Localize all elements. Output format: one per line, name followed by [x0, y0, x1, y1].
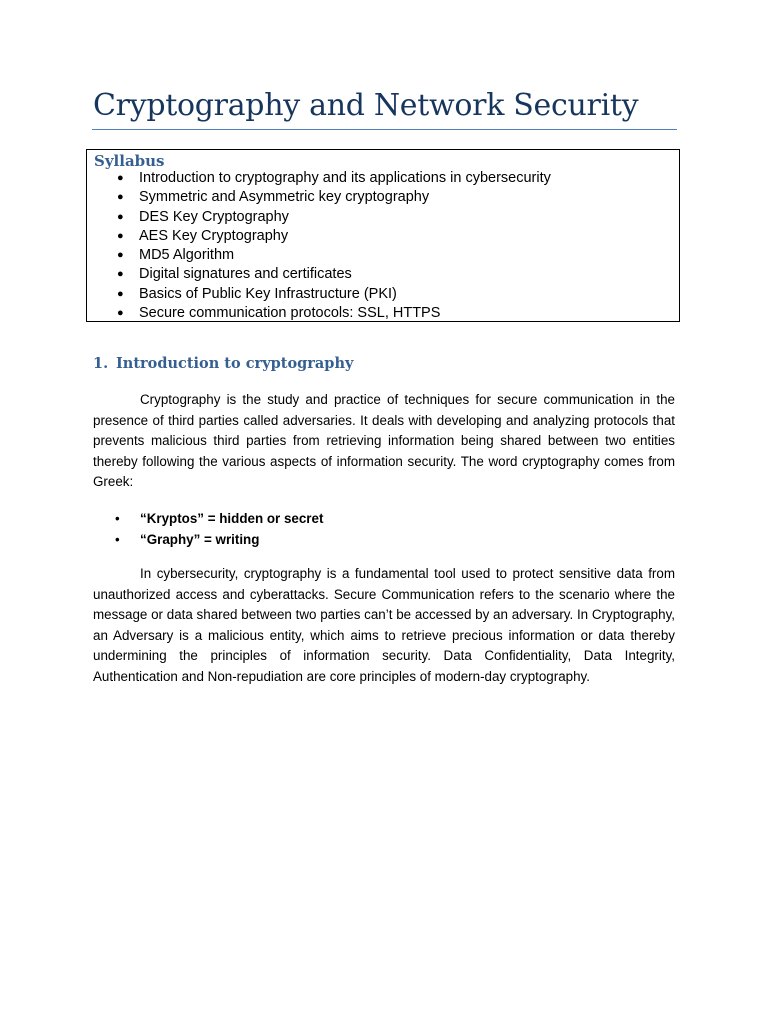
syllabus-item-text: Symmetric and Asymmetric key cryptography	[139, 189, 430, 206]
syllabus-item	[87, 227, 551, 246]
bullet-icon: ●	[117, 268, 124, 281]
bullet-icon: ●	[117, 307, 124, 320]
syllabus-box	[86, 149, 680, 322]
greek-term: “Graphy” = writing	[140, 532, 260, 547]
greek-term: “Kryptos” = hidden or secret	[140, 511, 324, 526]
syllabus-item-text: AES Key Cryptography	[139, 227, 289, 244]
syllabus-item	[87, 208, 551, 227]
syllabus-item	[87, 246, 551, 265]
bullet-icon: ●	[117, 287, 124, 300]
list-item	[93, 529, 323, 550]
syllabus-list	[87, 169, 551, 323]
section-title: Introduction to cryptography	[116, 355, 354, 372]
title-underline	[92, 129, 677, 130]
syllabus-item	[87, 188, 551, 207]
bullet-icon: ●	[117, 191, 124, 204]
syllabus-item-text: Basics of Public Key Infrastructure (PKI)	[139, 285, 397, 302]
syllabus-item	[87, 265, 551, 284]
section-heading	[93, 353, 353, 375]
bullet-icon: •	[115, 511, 120, 526]
section-number: 1.	[93, 355, 109, 372]
syllabus-item	[87, 304, 551, 323]
syllabus-item-text: Introduction to cryptography and its applications in cybersecurity	[139, 170, 551, 186]
bullet-icon: ●	[117, 210, 124, 223]
syllabus-item-text: Digital signatures and certificates	[139, 266, 352, 283]
greek-terms-list	[93, 508, 323, 550]
body-paragraph: In cybersecurity, cryptography is a fundamental tool used to protect sensitive data from unauthorized access and cyberattacks. Secure Communication refers to the scenario where the message or data shared between two parties can’t be accessed by an adversary. In Cryptography, an Adversary is a malicious entity, which aims to retrieve precious information or data thereby undermining the principles of information security. Data Confidentiality, Data Integrity, Authentication and Non-repudiation are core principles of modern-day cryptography.	[93, 566, 675, 684]
bullet-icon: •	[115, 532, 120, 547]
bullet-icon: ●	[117, 172, 124, 184]
syllabus-item	[87, 285, 551, 304]
syllabus-item	[87, 169, 551, 188]
syllabus-item-text: MD5 Algorithm	[139, 247, 235, 264]
body-paragraph: Cryptography is the study and practice of techniques for secure communication in the presence of third parties called adversaries. It deals with developing and analyzing protocols that prevents malicious third parties from retrieving information being shared between two entities thereby following the various aspects of information security. The word cryptography comes from Greek:	[93, 392, 675, 489]
syllabus-item-text: Secure communication protocols: SSL, HTTPS	[139, 305, 441, 322]
document-title: Cryptography and Network Security	[93, 88, 639, 123]
bullet-icon: ●	[117, 249, 124, 262]
syllabus-heading: Syllabus	[94, 152, 165, 170]
list-item	[93, 508, 323, 529]
syllabus-item-text: DES Key Cryptography	[139, 208, 289, 225]
bullet-icon: ●	[117, 229, 124, 242]
